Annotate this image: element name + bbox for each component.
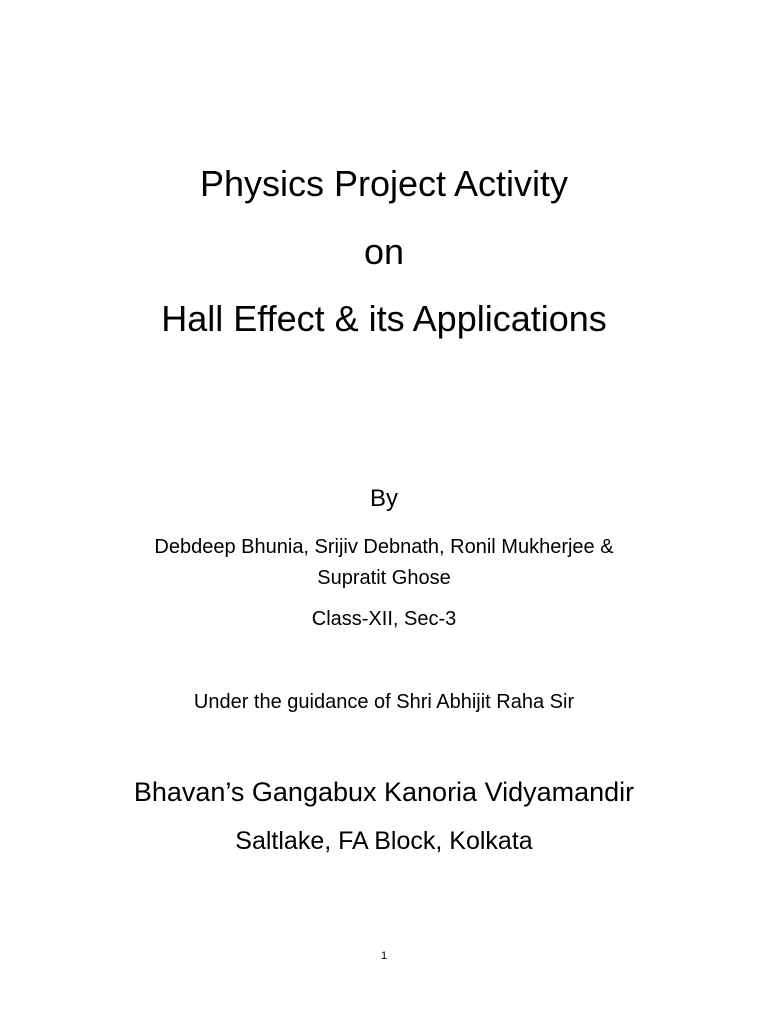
- authors-line-2: Supratit Ghose: [317, 567, 451, 589]
- school-address: Saltlake, FA Block, Kolkata: [235, 827, 533, 855]
- school-name: Bhavan’s Gangabux Kanoria Vidyamandir: [133, 777, 635, 807]
- title-line-3: Hall Effect & its Applications: [161, 298, 607, 339]
- guidance-text: Under the guidance of Shri Abhijit Raha Sir: [193, 691, 575, 713]
- class-section: Class-XII, Sec-3: [311, 608, 457, 630]
- title-line-2: on: [363, 231, 405, 272]
- title-line-1: Physics Project Activity: [199, 163, 569, 204]
- by-label: By: [369, 485, 398, 512]
- page-number: 1: [380, 950, 388, 962]
- authors-line-1: Debdeep Bhunia, Srijiv Debnath, Ronil Mukherjee &: [154, 536, 614, 558]
